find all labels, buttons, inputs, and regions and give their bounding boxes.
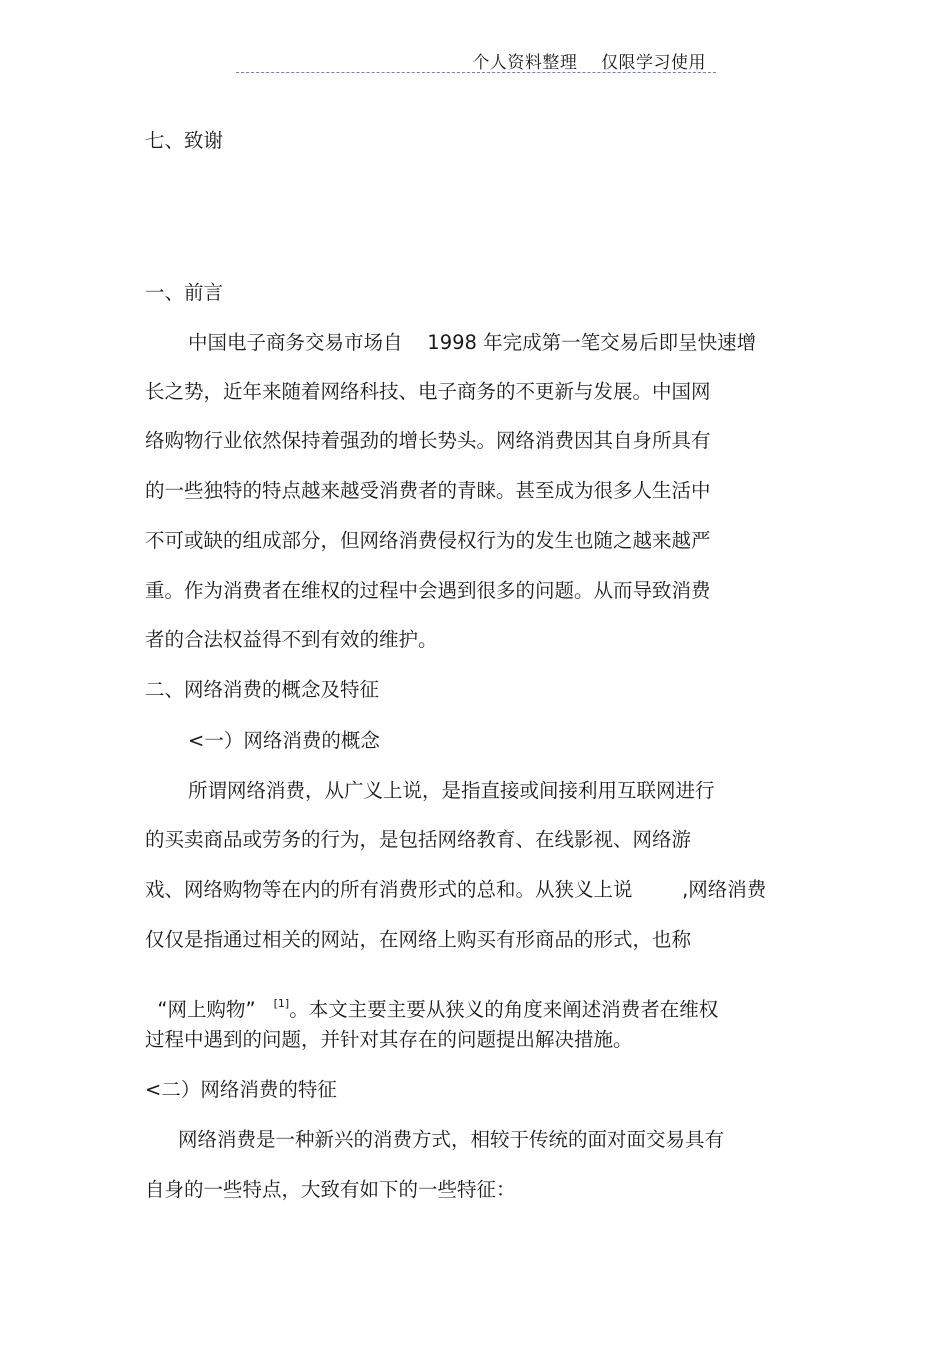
- paragraph-line: 自身的一些特点，大致有如下的一些特征：: [145, 1178, 516, 1201]
- section-heading-concept-features: 二、网络消费的概念及特征: [145, 678, 380, 701]
- subsection-heading-concept: <一）网络消费的概念: [188, 729, 380, 752]
- paragraph-line: 所谓网络消费，从广义上说，是指直接或间接利用互联网进行: [188, 779, 715, 802]
- paragraph-line-remainder: 。本文主要主要从狭义的角度来阐述消费者在维权: [289, 997, 719, 1021]
- paragraph-line: 的买卖商品或劳务的行为，是包括网络教育、在线影视、网络游: [145, 828, 692, 851]
- citation-marker: [1]: [273, 996, 290, 1010]
- paragraph-line: 长之势，近年来随着网络科技、电子商务的不更新与发展。中国网: [145, 380, 711, 403]
- paragraph-line: 戏、网络购物等在内的所有消费形式的总和。从狭义上说 ,网络消费: [145, 878, 767, 901]
- section-heading-acknowledgements: 七、致谢: [145, 129, 224, 152]
- header-text: 个人资料整理 仅限学习使用: [472, 53, 706, 73]
- subsection-heading-features: <二）网络消费的特征: [145, 1078, 337, 1101]
- section-heading-preface: 一、前言: [145, 281, 224, 304]
- paragraph-line-with-citation: [145, 980, 718, 1019]
- paragraph-line: 中国电子商务交易市场自 1998 年完成第一笔交易后即呈快速增: [188, 331, 757, 354]
- paragraph-line: 重。作为消费者在维权的过程中会遇到很多的问题。从而导致消费: [145, 579, 711, 602]
- paragraph-line: 不可或缺的组成部分，但网络消费侵权行为的发生也随之越来越严: [145, 529, 711, 552]
- paragraph-line: 过程中遇到的问题，并针对其存在的问题提出解决措施。: [145, 1028, 633, 1051]
- paragraph-line: 的一些独特的特点越来越受消费者的青睐。甚至成为很多人生活中: [145, 479, 711, 502]
- paragraph-line: 网络消费是一种新兴的消费方式，相较于传统的面对面交易具有: [178, 1128, 725, 1151]
- paragraph-line: 者的合法权益得不到有效的维护。: [145, 628, 438, 651]
- paragraph-line: 仅仅是指通过相关的网站，在网络上购买有形商品的形式，也称: [145, 928, 692, 951]
- page-header: [236, 46, 716, 73]
- quoted-term: “网上购物”: [157, 997, 256, 1021]
- paragraph-line: 络购物行业依然保持着强劲的增长势头。网络消费因其自身所具有: [145, 429, 711, 452]
